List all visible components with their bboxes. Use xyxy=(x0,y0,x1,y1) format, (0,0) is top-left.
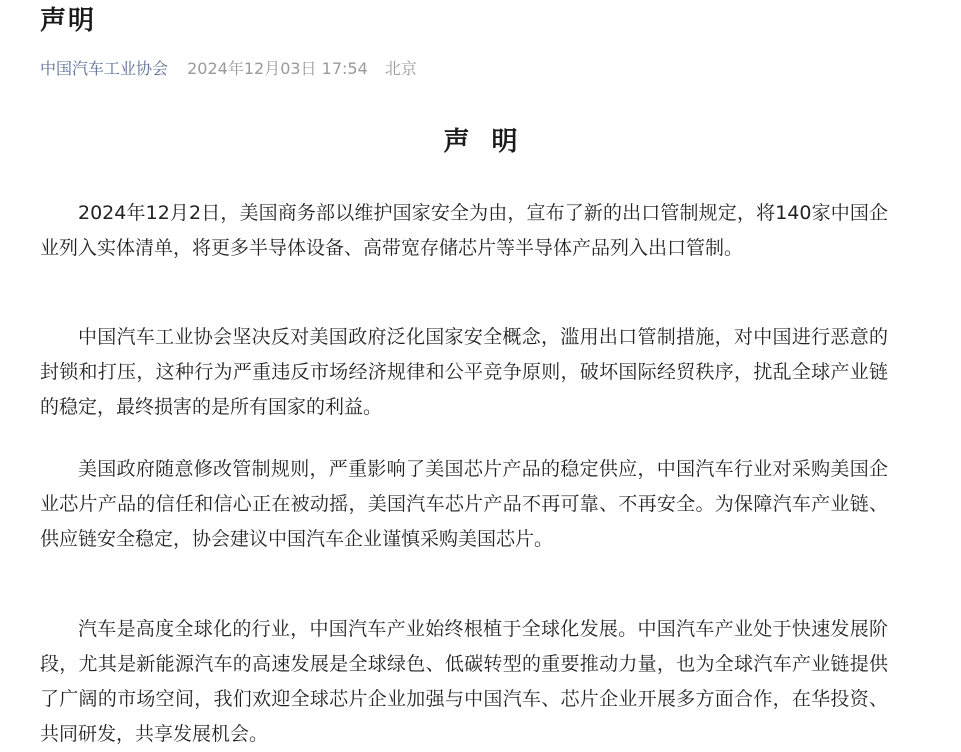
page-title: 声明 xyxy=(40,6,97,36)
statement-title: 声明 xyxy=(443,127,540,157)
paragraph-4: 汽车是高度全球化的行业，中国汽车产业始终根植于全球化发展。中国汽车产业处于快速发展阶段，尤其是新能源汽车的高速发展是全球绿色、低碳转型的重要推动力量，也为全球汽车产业链提供了广阔的市场空间，我们欢迎全球芯片企业加强与中国汽车、芯片企业开展多方面合作，在华投资、共同研发，共享发展机会。 xyxy=(40,618,888,745)
paragraph-3: 美国政府随意修改管制规则，严重影响了美国芯片产品的稳定供应，中国汽车行业对采购美国企业芯片产品的信任和信心正在被动摇，美国汽车芯片产品不再可靠、不再安全。为保障汽车产业链、供应链安全稳定，协会建议中国汽车企业谨慎采购美国芯片。 xyxy=(40,458,888,550)
paragraph-1: 2024年12月2日，美国商务部以维护国家安全为由，宣布了新的出口管制规定，将140家中国企业列入实体清单，将更多半导体设备、高带宽存储芯片等半导体产品列入出口管制。 xyxy=(40,202,888,259)
paragraph-2: 中国汽车工业协会坚决反对美国政府泛化国家安全概念，滥用出口管制措施，对中国进行恶意的封锁和打压，这种行为严重违反市场经济规律和公平竞争原则，破坏国际经贸秩序，扰乱全球产业链的稳定，最终损害的是所有国家的利益。 xyxy=(40,326,888,418)
article-meta xyxy=(40,58,417,80)
publish-location: 北京 xyxy=(384,59,417,78)
author-link[interactable]: 中国汽车工业协会 xyxy=(40,59,169,78)
publish-date: 2024年12月03日 17:54 xyxy=(187,59,368,78)
